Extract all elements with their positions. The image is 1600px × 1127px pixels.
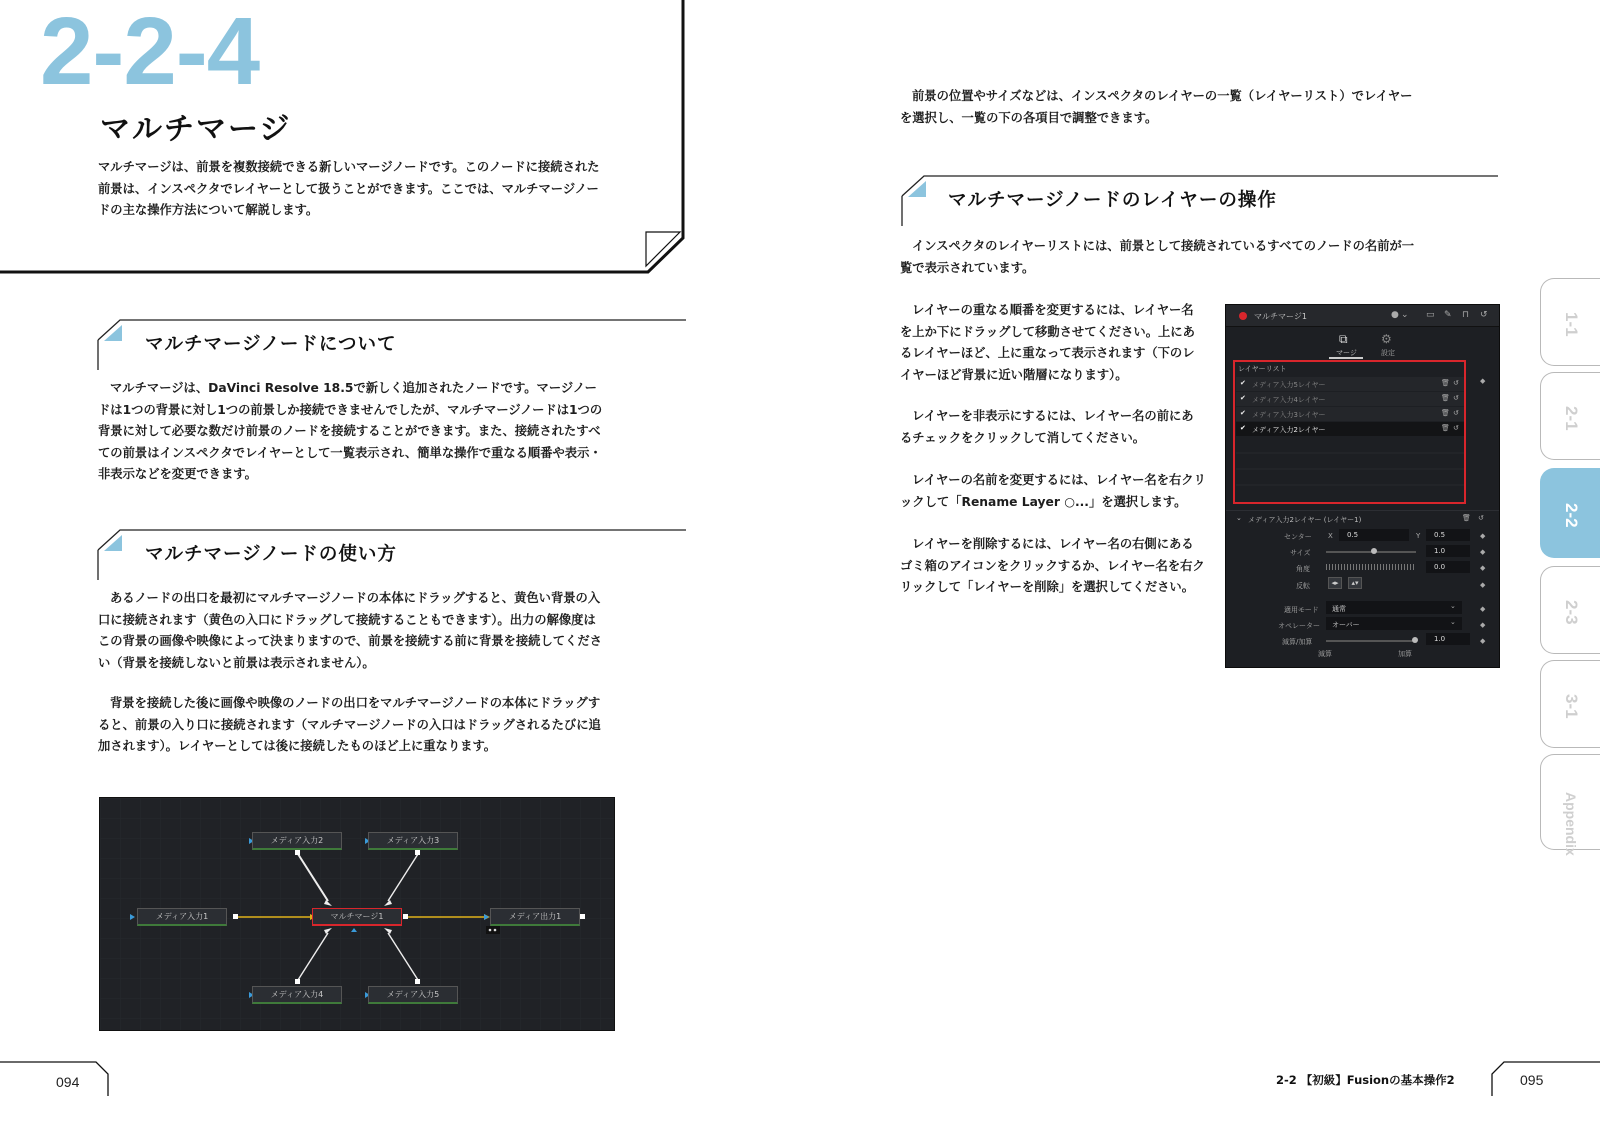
heading-multimerge-usage: マルチマージノードの使い方	[145, 544, 397, 565]
reset-icon[interactable]: ↺	[1453, 424, 1459, 432]
node-media-in-3[interactable]: メディア入力3	[368, 832, 458, 850]
center-x-value: 0.5	[1347, 531, 1359, 539]
operator-value: オーバー	[1332, 621, 1360, 629]
side-tab-label: 1-1	[1562, 312, 1581, 337]
layer-row-1[interactable]	[1236, 377, 1464, 391]
section-title: マルチマージ	[100, 112, 292, 147]
chevron-down-icon: ⌄	[1450, 602, 1456, 610]
side-tab-appendix[interactable]	[1540, 754, 1600, 856]
para-about: マルチマージは、DaVinci Resolve 18.5で新しく追加されたノードです。マージノードは1つの背景に対し1つの前景しか接続できませんでしたが、マルチマージノードは1つの背景に対して必要な数だけ前景のノードを接続することができます。また、接続されたすべての前景はインスペクタでレイヤーとして一覧表示され、簡単な操作で重なる順番や表示・非表示などを変更できます。	[98, 381, 603, 482]
keyframe-icon[interactable]: ◆	[1480, 581, 1486, 589]
side-tab-2-2-active[interactable]	[1540, 468, 1600, 558]
record-dot-icon	[1239, 312, 1247, 320]
keyframe-icon[interactable]: ◆	[1480, 564, 1486, 572]
keyframe-icon[interactable]: ◆	[1480, 605, 1486, 613]
apply-mode-select[interactable]	[1326, 601, 1462, 614]
operator-label: オペレーター	[1278, 622, 1320, 630]
layer-list-empty	[1236, 438, 1464, 500]
para-position: 前景の位置やサイズなどは、インスペクタのレイヤーの一覧（レイヤーリスト）でレイヤーを選択し、一覧の下の各項目で調整できます。	[900, 89, 1413, 125]
chevron-down-icon: ⌄	[1450, 618, 1456, 626]
layer-section-header[interactable]	[1226, 510, 1500, 524]
layer-row-2[interactable]	[1236, 392, 1464, 406]
pin-icon[interactable]: ✎	[1444, 310, 1452, 320]
intro-text: マルチマージは、前景を複数接続できる新しいマージノードです。このノードに接続された前景は、インスペクタでレイヤーとして扱うことができます。ここでは、マルチマージノードの主な操作方法について解説します。	[98, 160, 600, 218]
layer-list-label: レイヤーリスト	[1238, 365, 1287, 373]
section-number: 2-2-4	[40, 0, 260, 105]
para-usage-1: あるノードの出口を最初にマルチマージノードの本体にドラッグすると、黄色い背景の入口に接続されます（黄色の入口にドラッグして接続することもできます）。出力の解像度はこの背景の画像や映像によって決まりますので、前景を接続する前に背景を接続してください（背景を接続しないと前景は表示されません）。	[98, 591, 602, 670]
apply-mode-label: 適用モード	[1284, 606, 1319, 614]
flip-label: 反転	[1296, 582, 1310, 590]
subadd-value: 1.0	[1434, 635, 1446, 643]
subadd-slider[interactable]	[1326, 640, 1416, 642]
node-media-in-5[interactable]: メディア入力5	[368, 986, 458, 1004]
x-label: X	[1328, 532, 1333, 540]
size-value: 1.0	[1434, 547, 1446, 555]
side-tab-label: 2-1	[1562, 406, 1581, 431]
subadd-field[interactable]	[1426, 633, 1470, 645]
layer-row-3[interactable]	[1236, 407, 1464, 421]
side-tab-label: 2-3	[1562, 600, 1581, 625]
para-hide: レイヤーを非表示にするには、レイヤー名の前にあるチェックをクリックして消してください。	[900, 409, 1194, 445]
center-y-value: 0.5	[1434, 531, 1446, 539]
para-usage-2: 背景を接続した後に画像や映像のノードの出口をマルチマージノードの本体にドラッグすると、前景の入り口に接続されます（マルチマージノードの入口はドラッグされるたびに追加されます）。レイヤーとしては後に接続したものほど上に重なります。	[98, 696, 601, 754]
merge-tab-icon: ⧉	[1339, 332, 1348, 346]
trash-icon[interactable]: 🗑	[1441, 424, 1450, 432]
layer-check-icon[interactable]: ✔	[1240, 424, 1246, 432]
para-layer-list: インスペクタのレイヤーリストには、前景として接続されているすべてのノードの名前が一覧で表示されています。	[900, 239, 1415, 275]
tab-merge-label: マージ	[1336, 349, 1357, 357]
reset-icon[interactable]: ↺	[1453, 379, 1459, 387]
lock-icon[interactable]: ⊓	[1462, 310, 1470, 320]
subtract-label: 減算	[1318, 650, 1332, 658]
add-label: 加算	[1398, 650, 1412, 658]
chevron-down-icon[interactable]: ⌄	[1236, 514, 1242, 522]
chapter-footer: 2-2 【初級】Fusionの基本操作2	[1276, 1073, 1455, 1087]
angle-label: 角度	[1296, 565, 1310, 573]
settings-tab-icon: ⚙	[1381, 332, 1392, 346]
keyframe-icon[interactable]: ◆	[1480, 532, 1486, 540]
size-slider-handle[interactable]	[1371, 548, 1377, 554]
inspector-title: マルチマージ1	[1254, 312, 1307, 321]
node-media-in-2[interactable]: メディア入力2	[252, 832, 342, 850]
side-tab-label: 2-2	[1562, 503, 1581, 528]
size-label: サイズ	[1290, 549, 1311, 557]
side-tab-label: Appendix	[1563, 792, 1579, 856]
reset-icon[interactable]: ↺	[1453, 409, 1459, 417]
para-reorder: レイヤーの重なる順番を変更するには、レイヤー名を上か下にドラッグして移動させてください。上にあるレイヤーほど、上に重なって表示されます（下のレイヤーほど背景に近い階層になります）。	[900, 303, 1195, 382]
trash-icon[interactable]: 🗑	[1462, 514, 1471, 522]
angle-field[interactable]	[1426, 561, 1470, 573]
chevron-down-icon[interactable]: ⌄	[1401, 310, 1409, 320]
side-tab-3-1[interactable]	[1540, 660, 1600, 748]
inspector-screenshot	[1225, 304, 1500, 668]
subadd-slider-handle[interactable]	[1412, 637, 1418, 643]
flip-horizontal-icon[interactable]: ◂▸	[1328, 577, 1342, 589]
size-field[interactable]	[1426, 545, 1470, 557]
reset-icon[interactable]: ↺	[1480, 310, 1488, 320]
layer-row-4-selected[interactable]	[1236, 422, 1464, 436]
reset-icon[interactable]: ↺	[1478, 514, 1484, 522]
layer-check-icon[interactable]: ✔	[1240, 409, 1246, 417]
tab-settings-label: 設定	[1381, 349, 1395, 357]
layer-name[interactable]: メディア入力2レイヤー	[1252, 426, 1326, 434]
trash-icon[interactable]: 🗑	[1441, 379, 1450, 387]
layer-name[interactable]: メディア入力5レイヤー	[1252, 381, 1326, 389]
layer-name[interactable]: メディア入力4レイヤー	[1252, 396, 1326, 404]
node-media-in-1[interactable]: メディア入力1	[137, 908, 227, 926]
flip-vertical-icon[interactable]: ▴▾	[1348, 577, 1362, 589]
page-number-right: 095	[1520, 1072, 1544, 1088]
page-number-left: 094	[56, 1074, 80, 1090]
tab-merge[interactable]	[1329, 331, 1363, 359]
list-dot-icon: ◆	[1480, 377, 1486, 385]
keyframe-icon[interactable]: ◆	[1480, 621, 1486, 629]
side-tab-2-1[interactable]	[1540, 372, 1600, 460]
layer-check-icon[interactable]: ✔	[1240, 394, 1246, 402]
keyframe-icon[interactable]: ◆	[1480, 637, 1486, 645]
tab-settings[interactable]	[1371, 331, 1405, 359]
reset-icon[interactable]: ↺	[1453, 394, 1459, 402]
heading-layer-ops: マルチマージノードのレイヤーの操作	[948, 190, 1277, 211]
keyframe-icon[interactable]: ◆	[1480, 548, 1486, 556]
heading-multimerge-about: マルチマージノードについて	[145, 334, 397, 355]
header-dot-icon[interactable]: ●	[1391, 310, 1399, 320]
node-graph-screenshot	[99, 797, 615, 1031]
subadd-label: 減算/加算	[1282, 638, 1313, 646]
layer-section-title: メディア入力2レイヤー (レイヤー1)	[1248, 516, 1362, 524]
y-label: Y	[1416, 532, 1421, 540]
layer-check-icon[interactable]: ✔	[1240, 379, 1246, 387]
center-label: センター	[1284, 533, 1312, 541]
node-multimerge[interactable]: マルチマージ1	[312, 908, 402, 926]
side-tab-label: 3-1	[1562, 694, 1581, 719]
trash-icon[interactable]: 🗑	[1441, 409, 1450, 417]
center-y-field[interactable]	[1426, 529, 1470, 541]
para-rename: レイヤーの名前を変更するには、レイヤー名を右クリックして「Rename Layer ○...」を選択します。	[900, 473, 1206, 509]
apply-mode-value: 通常	[1332, 605, 1346, 613]
window-icon[interactable]: ▭	[1426, 310, 1435, 320]
node-media-in-4[interactable]: メディア入力4	[252, 986, 342, 1004]
center-x-field[interactable]	[1339, 529, 1409, 541]
trash-icon[interactable]: 🗑	[1441, 394, 1450, 402]
para-delete: レイヤーを削除するには、レイヤー名の右側にあるゴミ箱のアイコンをクリックするか、レイヤー名を右クリックして「レイヤーを削除」を選択してください。	[900, 537, 1205, 595]
inspector-header	[1226, 305, 1500, 327]
angle-value: 0.0	[1434, 563, 1446, 571]
side-tab-2-3[interactable]	[1540, 566, 1600, 654]
node-media-out-1[interactable]: メディア出力1	[490, 908, 580, 926]
operator-select[interactable]	[1326, 617, 1462, 630]
side-tab-1-1[interactable]	[1540, 278, 1600, 366]
angle-wheel[interactable]	[1326, 564, 1416, 570]
layer-name[interactable]: メディア入力3レイヤー	[1252, 411, 1326, 419]
